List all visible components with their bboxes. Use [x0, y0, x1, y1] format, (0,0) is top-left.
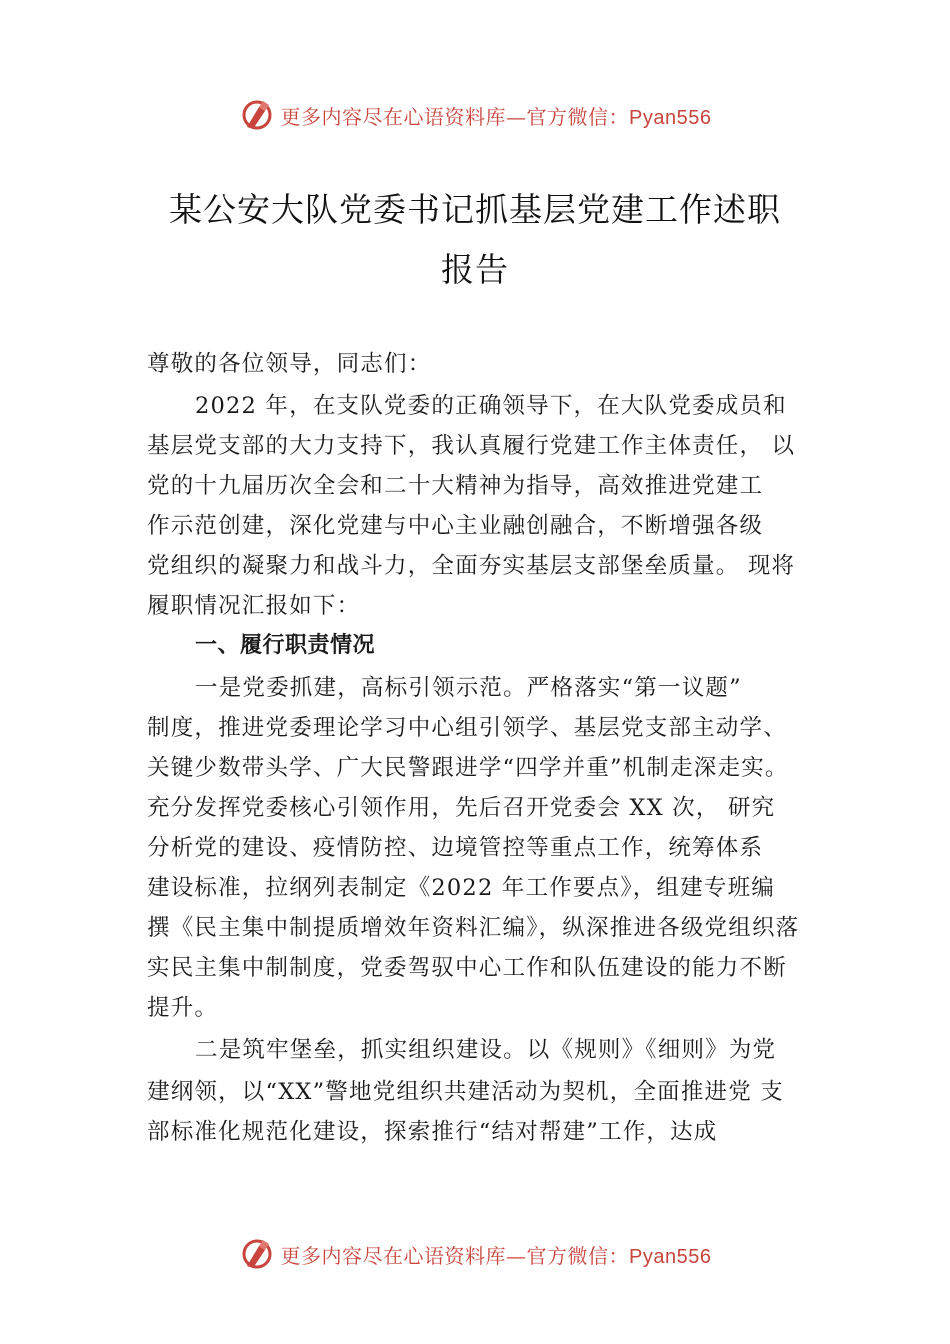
- body-line: 履职情况汇报如下：: [147, 593, 361, 619]
- body-line: 建设标准，拉纲列表制定《2022 年工作要点》，组建专班编: [147, 875, 775, 901]
- body-line: 党的十九届历次全会和二十大精神为指导，高效推进党建工: [147, 473, 764, 499]
- body-line: 一是党委抓建，高标引领示范。严格落实“第一议题”: [195, 675, 742, 701]
- body-line: 党组织的凝聚力和战斗力，全面夯实基层支部堡垒质量。 现将: [147, 553, 796, 579]
- document-title-line-2: 报告: [441, 250, 509, 289]
- banner-handle: Pyan556: [629, 1245, 712, 1268]
- body-line: 基层党支部的大力支持下，我认真履行党建工作主体责任， 以: [147, 433, 796, 459]
- body-line: 作示范创建，深化党建与中心主业融创融合，不断增强各级: [147, 513, 764, 539]
- pen-nib-logo-icon: [239, 97, 275, 133]
- document-title-line-1: 某公安大队党委书记抓基层党建工作述职: [169, 190, 781, 229]
- banner-handle: Pyan556: [629, 106, 712, 129]
- body-line: 2022 年，在支队党委的正确领导下，在大队党委成员和: [195, 393, 787, 419]
- body-line: 二是筑牢堡垒，抓实组织建设。以《规则》《细则》为党: [195, 1037, 777, 1063]
- banner-text: 更多内容尽在心语资料库—官方微信：Pyan556: [280, 104, 712, 129]
- body-line: 关键少数带头学、广大民警跟进学“四学并重”机制走深走实。: [147, 755, 789, 781]
- salutation: 尊敬的各位领导，同志们：: [147, 351, 432, 377]
- body-line: 撰《民主集中制提质增效年资料汇编》，纵深推进各级党组织落: [147, 915, 800, 941]
- body-line: 充分发挥党委核心引领作用，先后召开党委会 XX 次， 研究: [147, 795, 776, 821]
- section-heading: 一、履行职责情况: [195, 633, 376, 658]
- banner-text: 更多内容尽在心语资料库—官方微信：Pyan556: [280, 1243, 712, 1268]
- footer-banner: [0, 1232, 950, 1276]
- body-line: 制度，推进党委理论学习中心组引领学、基层党支部主动学、: [147, 715, 787, 741]
- body-line: 实民主集中制制度，党委驾驭中心工作和队伍建设的能力不断: [147, 955, 787, 981]
- body-line: 部标准化规范化建设，探索推行“结对帮建”工作，达成: [147, 1119, 718, 1145]
- body-line: 提升。: [147, 995, 219, 1021]
- body-line: 建纲领，以“XX”警地党组织共建活动为契机，全面推进党 支: [147, 1079, 784, 1105]
- body-line: 分析党的建设、疫情防控、边境管控等重点工作，统筹体系: [147, 835, 764, 861]
- header-banner: [0, 93, 950, 137]
- pen-nib-logo-icon: [239, 1236, 275, 1272]
